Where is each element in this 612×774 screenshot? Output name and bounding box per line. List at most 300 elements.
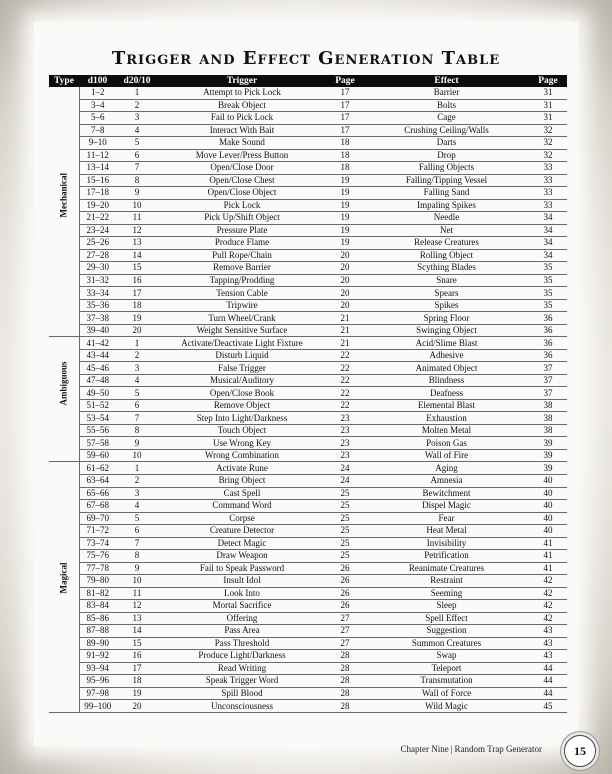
d20-cell: 15 xyxy=(116,262,158,275)
d20-cell: 13 xyxy=(116,237,158,250)
trigger-page-cell: 19 xyxy=(326,212,364,225)
trigger-page-cell: 20 xyxy=(326,249,364,262)
trigger-page-cell: 25 xyxy=(326,500,364,513)
d20-cell: 6 xyxy=(116,525,158,538)
d20-cell: 1 xyxy=(116,87,158,99)
trigger-page-cell: 18 xyxy=(326,137,364,150)
trigger-page-cell: 24 xyxy=(326,462,364,475)
d20-cell: 18 xyxy=(116,675,158,688)
effect-cell: Wall of Force xyxy=(364,687,529,700)
effect-cell: Heat Metal xyxy=(364,525,529,538)
d100-cell: 15–16 xyxy=(79,174,116,187)
trigger-page-cell: 17 xyxy=(326,87,364,99)
d20-cell: 9 xyxy=(116,562,158,575)
effect-page-cell: 41 xyxy=(529,537,567,550)
effect-page-cell: 31 xyxy=(529,99,567,112)
trigger-cell: False Trigger xyxy=(158,362,326,375)
trigger-page-cell: 19 xyxy=(326,199,364,212)
d20-cell: 14 xyxy=(116,249,158,262)
trigger-cell: Open/Close Object xyxy=(158,187,326,200)
d100-cell: 87–88 xyxy=(79,625,116,638)
effect-cell: Blindness xyxy=(364,374,529,387)
table-row xyxy=(49,212,567,225)
trigger-cell: Wrong Combination xyxy=(158,449,326,462)
table-row xyxy=(49,274,567,287)
table-row xyxy=(49,312,567,325)
trigger-page-cell: 18 xyxy=(326,149,364,162)
trigger-cell: Pass Threshold xyxy=(158,637,326,650)
d100-cell: 63–64 xyxy=(79,474,116,487)
trigger-cell: Spill Blood xyxy=(158,687,326,700)
trigger-cell: Detect Magic xyxy=(158,537,326,550)
trigger-cell: Read Writing xyxy=(158,662,326,675)
type-group-label xyxy=(49,87,79,337)
effect-page-cell: 31 xyxy=(529,87,567,99)
trigger-page-cell: 23 xyxy=(326,437,364,450)
header-effect: Effect xyxy=(364,75,529,87)
trigger-effect-table xyxy=(49,75,567,713)
d100-cell: 33–34 xyxy=(79,287,116,300)
effect-page-cell: 36 xyxy=(529,337,567,350)
trigger-page-cell: 28 xyxy=(326,650,364,663)
header-d100: d100 xyxy=(79,75,116,87)
trigger-cell: Step Into Light/Darkness xyxy=(158,412,326,425)
d100-cell: 45–46 xyxy=(79,362,116,375)
d20-cell: 19 xyxy=(116,687,158,700)
d20-cell: 16 xyxy=(116,274,158,287)
trigger-cell: Attempt to Pick Lock xyxy=(158,87,326,99)
d20-cell: 19 xyxy=(116,312,158,325)
trigger-page-cell: 28 xyxy=(326,662,364,675)
trigger-page-cell: 19 xyxy=(326,187,364,200)
trigger-page-cell: 19 xyxy=(326,237,364,250)
effect-cell: Wall of Fire xyxy=(364,449,529,462)
d20-cell: 5 xyxy=(116,387,158,400)
d20-cell: 4 xyxy=(116,500,158,513)
table-row xyxy=(49,187,567,200)
table-row xyxy=(49,224,567,237)
d20-cell: 5 xyxy=(116,512,158,525)
d100-cell: 73–74 xyxy=(79,537,116,550)
d100-cell: 47–48 xyxy=(79,374,116,387)
table-row xyxy=(49,124,567,137)
table-header-row xyxy=(49,75,567,87)
d100-cell: 3–4 xyxy=(79,99,116,112)
d100-cell: 35–36 xyxy=(79,299,116,312)
d20-cell: 17 xyxy=(116,287,158,300)
d100-cell: 39–40 xyxy=(79,324,116,337)
d100-cell: 65–66 xyxy=(79,487,116,500)
trigger-cell: Open/Close Door xyxy=(158,162,326,175)
effect-page-cell: 38 xyxy=(529,412,567,425)
type-label-text: Magical xyxy=(58,562,69,594)
header-d20-10: d20/10 xyxy=(116,75,158,87)
trigger-cell: Speak Trigger Word xyxy=(158,675,326,688)
trigger-cell: Produce Light/Darkness xyxy=(158,650,326,663)
d100-cell: 61–62 xyxy=(79,462,116,475)
effect-cell: Exhaustion xyxy=(364,412,529,425)
effect-cell: Acid/Slime Blast xyxy=(364,337,529,350)
effect-page-cell: 37 xyxy=(529,362,567,375)
footer-chapter: Chapter Nine xyxy=(400,744,449,754)
table-row xyxy=(49,237,567,250)
d20-cell: 6 xyxy=(116,399,158,412)
effect-cell: Spears xyxy=(364,287,529,300)
effect-cell: Amnesia xyxy=(364,474,529,487)
trigger-cell: Tripwire xyxy=(158,299,326,312)
table-row xyxy=(49,650,567,663)
d20-cell: 6 xyxy=(116,149,158,162)
trigger-cell: Look Into xyxy=(158,587,326,600)
table-row xyxy=(49,612,567,625)
trigger-page-cell: 28 xyxy=(326,700,364,713)
effect-page-cell: 35 xyxy=(529,287,567,300)
effect-cell: Teleport xyxy=(364,662,529,675)
effect-cell: Net xyxy=(364,224,529,237)
d20-cell: 3 xyxy=(116,112,158,125)
trigger-page-cell: 23 xyxy=(326,412,364,425)
d100-cell: 95–96 xyxy=(79,675,116,688)
d100-cell: 17–18 xyxy=(79,187,116,200)
table-row xyxy=(49,362,567,375)
effect-page-cell: 33 xyxy=(529,162,567,175)
effect-page-cell: 43 xyxy=(529,637,567,650)
effect-page-cell: 33 xyxy=(529,199,567,212)
table-row xyxy=(49,637,567,650)
trigger-cell: Interact With Bait xyxy=(158,124,326,137)
trigger-cell: Fail to Pick Lock xyxy=(158,112,326,125)
effect-page-cell: 42 xyxy=(529,600,567,613)
trigger-page-cell: 28 xyxy=(326,687,364,700)
effect-cell: Invisibility xyxy=(364,537,529,550)
effect-cell: Falling/Tipping Vessel xyxy=(364,174,529,187)
effect-cell: Fear xyxy=(364,512,529,525)
trigger-page-cell: 24 xyxy=(326,474,364,487)
effect-page-cell: 35 xyxy=(529,262,567,275)
table-row xyxy=(49,199,567,212)
effect-cell: Barrier xyxy=(364,87,529,99)
trigger-page-cell: 26 xyxy=(326,587,364,600)
d100-cell: 19–20 xyxy=(79,199,116,212)
trigger-cell: Tapping/Prodding xyxy=(158,274,326,287)
trigger-page-cell: 25 xyxy=(326,525,364,538)
effect-cell: Spell Effect xyxy=(364,612,529,625)
d20-cell: 7 xyxy=(116,412,158,425)
trigger-cell: Touch Object xyxy=(158,424,326,437)
trigger-page-cell: 21 xyxy=(326,337,364,350)
d100-cell: 81–82 xyxy=(79,587,116,600)
effect-page-cell: 42 xyxy=(529,587,567,600)
d100-cell: 71–72 xyxy=(79,525,116,538)
effect-page-cell: 42 xyxy=(529,575,567,588)
trigger-cell: Open/Close Chest xyxy=(158,174,326,187)
table-row xyxy=(49,625,567,638)
d100-cell: 37–38 xyxy=(79,312,116,325)
d20-cell: 9 xyxy=(116,437,158,450)
table-row xyxy=(49,174,567,187)
effect-page-cell: 42 xyxy=(529,612,567,625)
d100-cell: 23–24 xyxy=(79,224,116,237)
trigger-page-cell: 18 xyxy=(326,162,364,175)
d20-cell: 11 xyxy=(116,212,158,225)
trigger-cell: Use Wrong Key xyxy=(158,437,326,450)
effect-cell: Scything Blades xyxy=(364,262,529,275)
d20-cell: 9 xyxy=(116,187,158,200)
effect-cell: Transmutation xyxy=(364,675,529,688)
trigger-page-cell: 26 xyxy=(326,575,364,588)
trigger-cell: Break Object xyxy=(158,99,326,112)
trigger-cell: Offering xyxy=(158,612,326,625)
effect-cell: Poison Gas xyxy=(364,437,529,450)
effect-cell: Suggestion xyxy=(364,625,529,638)
trigger-cell: Musical/Auditory xyxy=(158,374,326,387)
type-label-text: Mechanical xyxy=(58,173,69,218)
trigger-cell: Cast Spell xyxy=(158,487,326,500)
d20-cell: 11 xyxy=(116,587,158,600)
effect-page-cell: 36 xyxy=(529,324,567,337)
trigger-cell: Unconsciousness xyxy=(158,700,326,713)
trigger-page-cell: 21 xyxy=(326,312,364,325)
d20-cell: 7 xyxy=(116,162,158,175)
effect-page-cell: 39 xyxy=(529,437,567,450)
trigger-page-cell: 27 xyxy=(326,612,364,625)
effect-page-cell: 37 xyxy=(529,387,567,400)
d100-cell: 91–92 xyxy=(79,650,116,663)
trigger-page-cell: 17 xyxy=(326,99,364,112)
trigger-cell: Draw Weapon xyxy=(158,550,326,563)
trigger-page-cell: 22 xyxy=(326,387,364,400)
type-group-label xyxy=(49,462,79,712)
trigger-cell: Creature Detector xyxy=(158,525,326,538)
d100-cell: 89–90 xyxy=(79,637,116,650)
effect-page-cell: 43 xyxy=(529,625,567,638)
table-row xyxy=(49,299,567,312)
d100-cell: 79–80 xyxy=(79,575,116,588)
table-row xyxy=(49,550,567,563)
trigger-cell: Mortal Sacrifice xyxy=(158,600,326,613)
page-title: Trigger and Effect Generation Table xyxy=(111,48,501,69)
table-row xyxy=(49,337,567,350)
effect-page-cell: 39 xyxy=(529,462,567,475)
table-row xyxy=(49,537,567,550)
d100-cell: 27–28 xyxy=(79,249,116,262)
header-effect-page: Page xyxy=(529,75,567,87)
effect-cell: Bewitchment xyxy=(364,487,529,500)
effect-page-cell: 40 xyxy=(529,474,567,487)
trigger-page-cell: 25 xyxy=(326,550,364,563)
trigger-page-cell: 27 xyxy=(326,625,364,638)
trigger-page-cell: 20 xyxy=(326,262,364,275)
trigger-cell: Pressure Plate xyxy=(158,224,326,237)
trigger-page-cell: 25 xyxy=(326,487,364,500)
effect-page-cell: 37 xyxy=(529,374,567,387)
d20-cell: 10 xyxy=(116,575,158,588)
trigger-cell: Bring Object xyxy=(158,474,326,487)
d20-cell: 1 xyxy=(116,337,158,350)
trigger-page-cell: 25 xyxy=(326,537,364,550)
d20-cell: 18 xyxy=(116,299,158,312)
effect-page-cell: 40 xyxy=(529,500,567,513)
effect-page-cell: 41 xyxy=(529,550,567,563)
table-row xyxy=(49,162,567,175)
trigger-cell: Pull Rope/Chain xyxy=(158,249,326,262)
effect-page-cell: 32 xyxy=(529,137,567,150)
table-row xyxy=(49,449,567,462)
table-row xyxy=(49,349,567,362)
d100-cell: 59–60 xyxy=(79,449,116,462)
d20-cell: 14 xyxy=(116,625,158,638)
effect-page-cell: 35 xyxy=(529,274,567,287)
d100-cell: 43–44 xyxy=(79,349,116,362)
d20-cell: 12 xyxy=(116,224,158,237)
effect-cell: Needle xyxy=(364,212,529,225)
effect-cell: Drop xyxy=(364,149,529,162)
trigger-page-cell: 17 xyxy=(326,124,364,137)
effect-page-cell: 38 xyxy=(529,424,567,437)
trigger-page-cell: 20 xyxy=(326,299,364,312)
effect-page-cell: 36 xyxy=(529,349,567,362)
effect-cell: Crushing Ceiling/Walls xyxy=(364,124,529,137)
table-row xyxy=(49,262,567,275)
table-row xyxy=(49,575,567,588)
trigger-cell: Open/Close Book xyxy=(158,387,326,400)
footer-section: Random Trap Generator xyxy=(454,744,542,754)
d20-cell: 5 xyxy=(116,137,158,150)
d100-cell: 51–52 xyxy=(79,399,116,412)
d20-cell: 2 xyxy=(116,474,158,487)
trigger-page-cell: 23 xyxy=(326,424,364,437)
trigger-cell: Fail to Speak Password xyxy=(158,562,326,575)
table-row xyxy=(49,324,567,337)
d100-cell: 41–42 xyxy=(79,337,116,350)
d20-cell: 20 xyxy=(116,324,158,337)
table-row xyxy=(49,99,567,112)
d100-cell: 49–50 xyxy=(79,387,116,400)
trigger-page-cell: 20 xyxy=(326,274,364,287)
effect-cell: Snare xyxy=(364,274,529,287)
d100-cell: 67–68 xyxy=(79,500,116,513)
d20-cell: 7 xyxy=(116,537,158,550)
d20-cell: 8 xyxy=(116,550,158,563)
effect-cell: Elemental Blast xyxy=(364,399,529,412)
effect-cell: Darts xyxy=(364,137,529,150)
trigger-cell: Insult Idol xyxy=(158,575,326,588)
effect-cell: Adhesive xyxy=(364,349,529,362)
trigger-cell: Corpse xyxy=(158,512,326,525)
table-row xyxy=(49,437,567,450)
table-row xyxy=(49,412,567,425)
d100-cell: 77–78 xyxy=(79,562,116,575)
table-row xyxy=(49,474,567,487)
trigger-cell: Remove Object xyxy=(158,399,326,412)
trigger-cell: Turn Wheel/Crank xyxy=(158,312,326,325)
d20-cell: 3 xyxy=(116,487,158,500)
trigger-page-cell: 22 xyxy=(326,374,364,387)
d100-cell: 57–58 xyxy=(79,437,116,450)
table-row xyxy=(49,487,567,500)
effect-cell: Falling Objects xyxy=(364,162,529,175)
effect-cell: Spikes xyxy=(364,299,529,312)
effect-cell: Spring Floor xyxy=(364,312,529,325)
effect-cell: Animated Object xyxy=(364,362,529,375)
d20-cell: 4 xyxy=(116,124,158,137)
d100-cell: 85–86 xyxy=(79,612,116,625)
table-row xyxy=(49,700,567,713)
d100-cell: 5–6 xyxy=(79,112,116,125)
trigger-page-cell: 27 xyxy=(326,637,364,650)
d20-cell: 4 xyxy=(116,374,158,387)
effect-page-cell: 38 xyxy=(529,399,567,412)
effect-cell: Seeming xyxy=(364,587,529,600)
d100-cell: 93–94 xyxy=(79,662,116,675)
effect-page-cell: 41 xyxy=(529,562,567,575)
d100-cell: 1–2 xyxy=(79,87,116,99)
table-row xyxy=(49,500,567,513)
d100-cell: 21–22 xyxy=(79,212,116,225)
table-row xyxy=(49,662,567,675)
effect-page-cell: 36 xyxy=(529,312,567,325)
d100-cell: 29–30 xyxy=(79,262,116,275)
table-row xyxy=(49,137,567,150)
table-row xyxy=(49,587,567,600)
trigger-page-cell: 26 xyxy=(326,600,364,613)
table-row xyxy=(49,675,567,688)
table-row xyxy=(49,525,567,538)
trigger-page-cell: 19 xyxy=(326,174,364,187)
page-footer xyxy=(352,742,542,756)
table-row xyxy=(49,600,567,613)
d100-cell: 11–12 xyxy=(79,149,116,162)
trigger-page-cell: 23 xyxy=(326,449,364,462)
trigger-cell: Pass Area xyxy=(158,625,326,638)
type-group-label xyxy=(49,337,79,462)
d100-cell: 9–10 xyxy=(79,137,116,150)
table-row xyxy=(49,424,567,437)
trigger-cell: Tension Cable xyxy=(158,287,326,300)
trigger-page-cell: 19 xyxy=(326,224,364,237)
effect-page-cell: 34 xyxy=(529,237,567,250)
d100-cell: 55–56 xyxy=(79,424,116,437)
effect-cell: Sleep xyxy=(364,600,529,613)
page-number-badge: 15 xyxy=(564,735,596,767)
d100-cell: 7–8 xyxy=(79,124,116,137)
table-row xyxy=(49,112,567,125)
effect-cell: Summon Creatures xyxy=(364,637,529,650)
footer-separator: | xyxy=(450,744,453,754)
table-row xyxy=(49,374,567,387)
effect-page-cell: 45 xyxy=(529,700,567,713)
effect-page-cell: 40 xyxy=(529,487,567,500)
d20-cell: 3 xyxy=(116,362,158,375)
effect-page-cell: 40 xyxy=(529,512,567,525)
effect-page-cell: 34 xyxy=(529,249,567,262)
effect-cell: Rolling Object xyxy=(364,249,529,262)
trigger-cell: Weight Sensitive Surface xyxy=(158,324,326,337)
table-body xyxy=(49,87,567,712)
trigger-page-cell: 28 xyxy=(326,675,364,688)
effect-page-cell: 44 xyxy=(529,675,567,688)
effect-page-cell: 44 xyxy=(529,662,567,675)
effect-cell: Impaling Spikes xyxy=(364,199,529,212)
d100-cell: 25–26 xyxy=(79,237,116,250)
d20-cell: 2 xyxy=(116,99,158,112)
type-label-text: Ambiguous xyxy=(58,361,69,406)
trigger-page-cell: 20 xyxy=(326,287,364,300)
header-trigger: Trigger xyxy=(158,75,326,87)
trigger-cell: Make Sound xyxy=(158,137,326,150)
effect-cell: Petrification xyxy=(364,550,529,563)
trigger-page-cell: 21 xyxy=(326,324,364,337)
